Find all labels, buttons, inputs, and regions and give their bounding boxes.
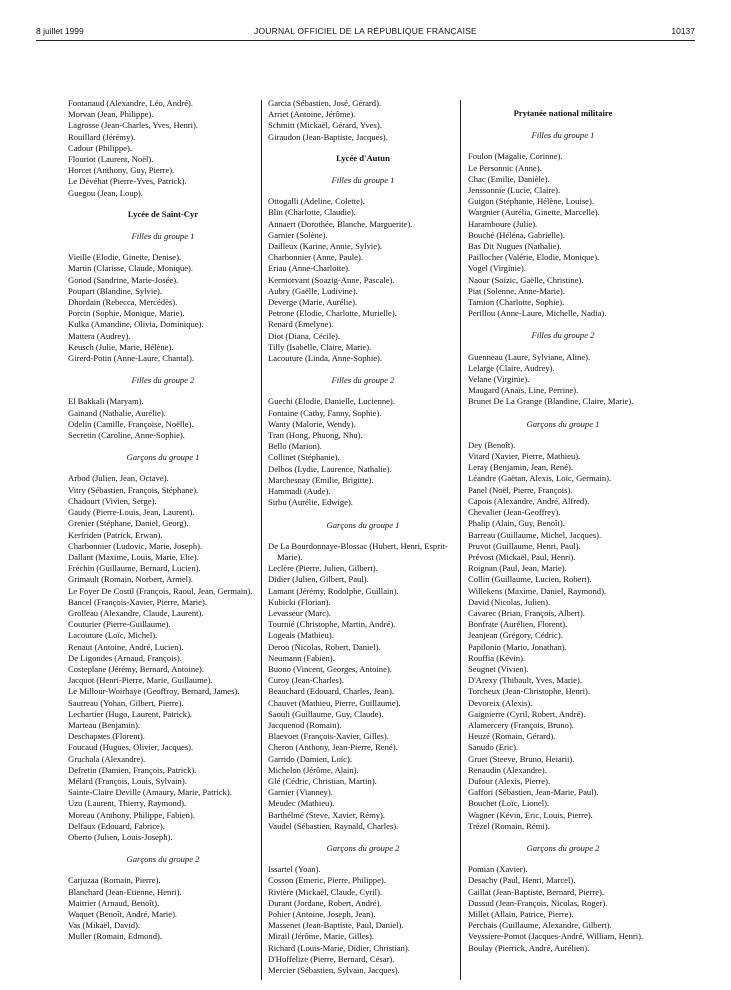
name-entry: Petrone (Elodie, Charlotte, Murielle). — [268, 308, 397, 319]
name-entry: Chauvet (Mathieu, Pierre, Guillaume). — [268, 697, 401, 708]
name-entry: Devoreix (Alexis). — [468, 697, 533, 708]
page-header — [36, 26, 695, 40]
group — [268, 520, 458, 832]
name-entry: Phalip (Alain, Guy, Benoît). — [468, 518, 565, 529]
name-entry: Rouffia (Kévin). — [468, 652, 526, 663]
name-entry: Morvan (Jean, Philippe). — [68, 109, 154, 120]
header-title: JOURNAL OFFICIEL DE LA RÉPUBLIQUE FRANÇAISE — [254, 26, 477, 36]
header-rule — [36, 40, 695, 41]
name-entry: Marteau (Benjamin). — [68, 719, 141, 730]
section — [68, 98, 258, 199]
group-title: Garçons du groupe 2 — [126, 854, 200, 865]
name-entry: Martin (Clarisse, Claude, Monique). — [68, 263, 194, 274]
name-entry: Collinet (Stéphanie). — [268, 452, 340, 463]
name-entry: Naour (Soizic, Gaëlle, Christine). — [468, 274, 584, 285]
name-entry: Massenet (Jean-Baptiste, Paul, Daniel). — [268, 920, 404, 931]
name-entry: Wargnier (Aurélia, Ginette, Marcelle). — [468, 207, 600, 218]
group-title: Garçons du groupe 1 — [126, 452, 200, 463]
group-title: Filles du groupe 1 — [331, 175, 395, 186]
name-entry: Levasseur (Marc). — [268, 607, 331, 618]
name-entry: Wanty (Malorie, Wendy). — [268, 418, 356, 429]
name-entry: Vieille (Elodie, Ginette, Denise). — [68, 252, 182, 263]
name-entry: Porcin (Sophie, Monique, Marie). — [68, 308, 185, 319]
name-entry: Cadour (Philippe). — [68, 142, 132, 153]
name-entry: Moreau (Anthony, Philippe, Fabien). — [68, 809, 195, 820]
name-entry: Kulka (Amandine, Olivia, Dominique). — [68, 319, 204, 330]
name-entry: Cosson (Emeric, Pierre, Philippe). — [268, 875, 386, 886]
name-entry: Jacquot (Henri-Pierre, Marie, Guillaume). — [68, 675, 213, 686]
name-entry: Roignan (Paul, Jean, Marie). — [468, 563, 567, 574]
name-entry: Lelarge (Claire, Audrey). — [468, 362, 555, 373]
group-title: Filles du groupe 2 — [331, 375, 395, 386]
group-title: Filles du groupe 1 — [531, 130, 595, 141]
name-entry: Guenneau (Laure, Sylviane, Aline). — [468, 351, 591, 362]
name-entry: Vaudel (Sébastien, Raynald, Charles). — [268, 820, 399, 831]
name-entry: Leray (Benjamin, Jean, René). — [468, 462, 573, 473]
name-entry: Garcia (Sébastien, José, Gérard). — [268, 98, 382, 108]
name-entry: Dhordain (Rebecca, Mercédès). — [68, 297, 178, 308]
name-entry: Mattera (Audrey). — [68, 330, 131, 341]
name-entry: Kerfriden (Patrick, Erwan). — [68, 529, 163, 540]
name-entry: Pruvot (Guillaume, Henri, Paul). — [468, 540, 581, 551]
name-entry: Aubry (Gaëlle, Ludivine). — [268, 285, 358, 296]
name-entry: Annaert (Dorothée, Blanche, Marguerite). — [268, 218, 413, 229]
name-entry: Keusch (Julie, Marie, Hélène). — [68, 341, 174, 352]
name-entry: Pomian (Xavier). — [468, 864, 528, 875]
name-entry: Tran (Hong, Phuong, Nhu). — [268, 430, 363, 441]
name-entry: Pohier (Antoine, Joseph, Jean). — [268, 909, 376, 919]
name-entry: Sautreau (Yohan, Gilbert, Pierre). — [68, 697, 184, 708]
name-entry: Foulon (Magalie, Corinne). — [468, 151, 563, 162]
name-entry: Caillat (Jean-Baptiste, Bernard, Pierre). — [468, 886, 605, 897]
name-entry: Perillou (Anne-Laure, Michelle, Nadia). — [468, 308, 607, 319]
name-entry: Gaignierre (Cyril, Robert, André). — [468, 708, 586, 719]
name-entry: Fréchin (Guillaume, Bernard, Lucien). — [68, 563, 201, 574]
name-entry: Durant (Jordane, Robert, André). — [268, 897, 382, 908]
section — [68, 209, 258, 943]
name-entry: Cavarec (Brian, François, Albert). — [468, 607, 585, 618]
name-entry: Bonfrate (Aurélien, Florent). — [468, 619, 568, 630]
group — [268, 375, 458, 508]
column-3 — [468, 98, 658, 954]
name-entry: Mirail (Jérôme, Marie, Gilles). — [268, 931, 374, 942]
name-entry: Vitard (Xavier, Pierre, Mathieu). — [468, 451, 581, 462]
name-entry: Grolleau (Alexandre, Claude, Laurent). — [68, 607, 204, 618]
name-entry: Renaut (Antoine, André, Lucien). — [68, 641, 184, 652]
name-entry: Defretin (Damien, François, Patrick). — [68, 764, 197, 775]
name-entry: Hammadi (Aude). — [268, 486, 331, 497]
header-page-number: 10137 — [671, 26, 695, 36]
group — [68, 98, 258, 199]
name-entry: Rouillard (Jérémy). — [68, 131, 136, 142]
name-entry: Poupart (Blandine, Sylvie). — [68, 285, 163, 296]
name-entry: Chevalier (Jean-Geoffrey). — [468, 507, 561, 518]
name-entry: Grenier (Stéphane, Daniel, Georg). — [68, 518, 189, 529]
name-entry: Schmitt (Mickaël, Gérard, Yves). — [268, 120, 382, 131]
name-entry: Vas (Mikaël, David). — [68, 920, 141, 931]
name-entry: Gaudy (Pierre-Louis, Jean, Laurent). — [68, 507, 195, 518]
name-entry: Heuzé (Romain, Gérard). — [468, 731, 556, 742]
name-entry: Jeanjean (Grégory, Cédric). — [468, 630, 563, 641]
name-entry: Logeais (Mathieu). — [268, 630, 334, 641]
name-entry: Arriet (Antoine, Jérôme). — [268, 109, 356, 120]
section — [468, 108, 658, 954]
name-entry: Lechartier (Hugo, Laurent, Patrick). — [68, 708, 193, 719]
group-title: Filles du groupe 2 — [131, 375, 195, 386]
name-entry: Flouriot (Laurent, Noël). — [68, 154, 154, 165]
name-entry: Rivière (Mickaël, Claude, Cyril). — [268, 886, 383, 897]
group — [268, 98, 458, 143]
name-entry: Piat (Solenne, Anne-Marie). — [468, 285, 565, 296]
name-entry: Deroo (Nicolas, Robert, Daniel). — [268, 641, 381, 652]
name-entry: Grimault (Romain, Norbert, Armel). — [68, 574, 194, 585]
name-entry: Mercier (Sébastien, Sylvain, Jacques). — [268, 965, 400, 976]
name-entry: Le Dévéhat (Pierre-Yves, Patrick). — [68, 176, 187, 187]
name-entry: Bello (Marion). — [268, 441, 322, 452]
name-entry: Sirbu (Aurélie, Edwige). — [268, 497, 353, 508]
name-entry: Michelon (Jérôme, Alain). — [268, 764, 359, 775]
name-entry: Wagner (Kévin, Eric, Louis, Pierre). — [468, 809, 593, 820]
name-entry: Foucaud (Hugues, Olivier, Jacques). — [68, 742, 194, 753]
name-entry: Bouché (Héléna, Gabrielle). — [468, 229, 565, 240]
name-entry: Le Personnic (Anne). — [468, 162, 542, 173]
name-entry: Lamant (Jérémy, Rodolphe, Guillain). — [268, 585, 399, 596]
name-entry: Maitrier (Arnaud, Benoît). — [68, 897, 160, 908]
name-entry: Garrido (Damien, Loïc). — [268, 753, 352, 764]
name-entry: Desachy (Paul, Henri, Marcel). — [468, 875, 576, 886]
section — [268, 153, 458, 976]
group — [268, 175, 458, 364]
group-title: Filles du groupe 2 — [531, 330, 595, 341]
name-entry: Lacouture (Loïc, Michel). — [68, 630, 158, 641]
group-title: Garçons du groupe 1 — [526, 418, 600, 429]
name-entry: Fontanaud (Alexandre, Léo, André). — [68, 98, 194, 108]
name-entry: Le Millour-Woirhaye (Geoffroy, Bernard, James). — [68, 686, 240, 697]
group — [68, 854, 258, 942]
name-entry: D'Hoffelize (Pierre, Bernard, César). — [268, 953, 395, 964]
name-entry: Alamercery (François, Bruno). — [468, 719, 574, 730]
name-entry: Dallant (Maxime, Louis, Marie, Elie). — [68, 551, 199, 562]
name-entry: Maugard (Anaïs, Line, Perrine). — [468, 385, 579, 396]
name-entry: De Ligondes (Arnaud, François). — [68, 652, 182, 663]
name-entry: Sanudo (Eric). — [468, 742, 519, 753]
section-title: Lycée de Saint-Cyr — [127, 208, 199, 219]
name-entry: Ottogalli (Adeline, Colette). — [268, 196, 365, 207]
name-entry: Dufour (Alexis, Pierre). — [468, 775, 551, 786]
name-entry: Vogel (Virginie). — [468, 263, 526, 274]
name-entry: Curoy (Jean-Charles). — [268, 675, 344, 686]
name-entry: Veyssiere-Pomot (Jacques-André, William, Henri). — [468, 931, 644, 942]
name-entry: Guegou (Jean, Loup). — [68, 187, 143, 198]
name-entry: Leclère (Pierre, Julien, Gilbert). — [268, 563, 378, 574]
section — [268, 98, 458, 143]
group — [468, 843, 658, 954]
name-entry: Saouli (Guillaume, Guy, Claude). — [268, 708, 384, 719]
name-entry: Issartel (Yoan). — [268, 864, 321, 875]
group — [68, 231, 258, 364]
name-entry: Seugnet (Vivien). — [468, 663, 529, 674]
name-entry: Willekens (Maxime, Daniel, Raymond). — [468, 585, 607, 596]
name-entry: Dailleux (Karine, Annie, Sylvie). — [268, 241, 383, 252]
name-entry: Arbod (Julien, Jean, Octave). — [68, 473, 169, 484]
name-entry: Guigon (Stéphanie, Hélène, Louise). — [468, 196, 595, 207]
name-entry: Mélard (François, Louis, Sylvain). — [68, 775, 187, 786]
name-entry: Boulay (Pierrick, André, Aurélien). — [468, 942, 590, 953]
name-entry: Eriau (Anne-Charlotte). — [268, 263, 351, 274]
name-entry: Haramboure (Julie). — [468, 218, 538, 229]
name-entry: Didier (Julien, Gilbert, Paul). — [268, 574, 369, 585]
name-entry: Oberto (Julien, Louis-Joseph). — [68, 831, 173, 842]
name-entry: Buono (Vincent, Georges, Antoine). — [268, 663, 392, 674]
name-entry: Uzu (Laurent, Thierry, Raymond). — [68, 798, 187, 809]
name-entry: Sainte-Claire Deville (Amaury, Marie, Patrick). — [68, 787, 232, 798]
name-entry: Giraudon (Jean-Baptiste, Jacques). — [268, 131, 388, 142]
name-entry: Fontaine (Cathy, Fanny, Sophie). — [268, 407, 382, 418]
name-entry: Vitry (Sébastien, François, Stéphane). — [68, 484, 199, 495]
name-entry: Delbos (Lydie, Laurence, Nathalie). — [268, 463, 392, 474]
name-entry: Perchais (Guillaume, Alexandre, Gilbert). — [468, 920, 612, 931]
name-entry: D'Arexy (Thibault, Yves, Marie). — [468, 675, 582, 686]
name-entry: Garnier (Vianney). — [268, 787, 333, 798]
name-entry: Velane (Virginie). — [468, 374, 530, 385]
name-entry: Kubicki (Florian). — [268, 596, 331, 607]
column-divider-1 — [261, 100, 262, 980]
name-entry: Kermorvant (Soazig-Anne, Pascale). — [268, 274, 395, 285]
name-entry: Glé (Cédric, Christian, Martin). — [268, 775, 377, 786]
name-entry: Chadourt (Vivien, Serge). — [68, 495, 157, 506]
name-entry: Tamion (Charlotte, Sophie). — [468, 297, 565, 308]
name-entry: Charbonnier (Ludovic, Marie, Joseph). — [68, 540, 203, 551]
name-entry: Blin (Charlotte, Claudie). — [268, 207, 356, 218]
name-entry: Gruet (Steeve, Bruno, Heiarii). — [468, 753, 575, 764]
name-entry: Capois (Alexandre, André, Alfred). — [468, 495, 590, 506]
name-entry: Jacquenod (Romain). — [268, 719, 342, 730]
name-entry: Paillocher (Valérie, Elodie, Monique). — [468, 252, 600, 263]
name-entry: Bouchet (Loïc, Lionel). — [468, 798, 550, 809]
name-entry: Delfaux (Edouard, Fabrice). — [68, 820, 165, 831]
name-entry: Diot (Diana, Cécile). — [268, 330, 341, 341]
name-entry: Tournié (Christophe, Martin, André). — [268, 619, 396, 630]
column-2 — [268, 98, 458, 976]
name-entry: Garnier (Solène). — [268, 229, 328, 240]
name-entry: Papilonio (Mario, Jonathan). — [468, 641, 567, 652]
name-entry: Dey (Benoît). — [468, 439, 516, 450]
name-entry: Trézel (Romain, Rémi). — [468, 820, 550, 831]
name-entry: Millet (Allain, Patrice, Pierre). — [468, 909, 574, 919]
column-1 — [68, 98, 258, 943]
name-entry: Horcet (Anthony, Guy, Pierre). — [68, 165, 175, 176]
group-title: Garçons du groupe 2 — [526, 842, 600, 853]
group-title: Garçons du groupe 2 — [326, 842, 400, 853]
group-title: Garçons du groupe 1 — [326, 519, 400, 530]
section-title: Prytanée national militaire — [513, 108, 613, 118]
name-entry: Cheron (Anthony, Jean-Pierre, René). — [268, 742, 398, 753]
name-entry: Gonod (Sandrine, Marie-Josée). — [68, 274, 179, 285]
group — [268, 843, 458, 976]
name-entry: Gaffori (Sébastien, Jean-Marie, Paul). — [468, 787, 599, 798]
name-entry: Girerd-Potin (Anne-Laure, Chantal). — [68, 353, 194, 364]
name-entry: Blaevoet (François-Xavier, Gilles). — [268, 731, 389, 742]
group-title: Filles du groupe 1 — [131, 231, 195, 242]
name-entry: Panel (Noël, Pierre, François). — [468, 484, 573, 495]
name-entry: Beauchard (Edouard, Charles, Jean). — [268, 686, 394, 697]
name-entry: El Bakkali (Maryam). — [68, 396, 144, 407]
name-entry: Meudec (Mathieu). — [268, 798, 335, 809]
name-entry: Renard (Emelyne). — [268, 319, 334, 330]
name-entry: Brunet De La Grange (Blandine, Claire, Marie). — [468, 396, 634, 407]
name-entry: Jenssonnie (Lucie, Claire). — [468, 185, 561, 196]
name-entry: Torcheux (Jean-Christophe, Henri). — [468, 686, 591, 697]
name-entry: Dussud (Jean-François, Nicolas, Roger). — [468, 897, 608, 908]
header-date: 8 juillet 1999 — [36, 26, 84, 36]
name-entry: Charbonnier (Anne, Paule). — [268, 252, 363, 263]
group — [468, 419, 658, 832]
name-entry: Odelin (Camille, Françoise, Noëlle). — [68, 418, 194, 429]
name-entry: Tilly (Isabelle, Claire, Marie). — [268, 341, 372, 352]
name-entry: Bas Dit Nugues (Nathalie). — [468, 241, 562, 252]
name-entry: Deschармes (Florent). — [68, 731, 145, 742]
column-divider-2 — [460, 100, 461, 980]
name-entry: Gainand (Nathalie, Aurélie). — [68, 407, 166, 418]
name-entry: Couturier (Pierre-Guillaume). — [68, 619, 171, 630]
name-entry: Renaudin (Alexandre). — [468, 764, 547, 775]
name-entry: Lacouture (Linda, Anne-Sophie). — [268, 353, 383, 364]
name-entry: Waquet (Benoît, André, Marie). — [68, 909, 178, 919]
name-entry: Barthélmé (Steve, Xavier, Rémy). — [268, 809, 386, 820]
name-entry: Deverge (Marie, Aurélie). — [268, 297, 358, 308]
group — [468, 330, 658, 407]
group — [68, 452, 258, 843]
name-entry: De La Bourdonnaye-Blossac (Hubert, Henri, Esprit-Marie). — [268, 540, 448, 562]
name-entry: Marchesnay (Emilie, Brigitte). — [268, 474, 374, 485]
name-entry: Chac (Emilie, Danièle). — [468, 173, 550, 184]
name-entry: Richard (Louis-Marie, Didier, Christian). — [268, 942, 410, 953]
name-entry: Neumann (Fabien). — [268, 652, 335, 663]
name-entry: Bancel (François-Xavier, Pierre, Marie). — [68, 596, 208, 607]
name-entry: Secretin (Caroline, Anne-Sophie). — [68, 430, 185, 441]
name-entry: Blanchard (Jean-Etienne, Henri). — [68, 886, 182, 897]
name-entry: David (Nicolas, Julien). — [468, 596, 551, 607]
group — [68, 375, 258, 441]
name-entry: Costeplane (Jérémy, Bernard, Antoine). — [68, 663, 204, 674]
name-entry: Léandre (Gaëtan, Alexis, Loïc, Germain). — [468, 473, 612, 484]
name-entry: Muller (Romain, Edmond). — [68, 931, 163, 942]
group — [468, 130, 658, 319]
name-entry: Barreau (Guillaume, Michel, Jacques). — [468, 529, 602, 540]
name-entry: Carjuzaa (Romain, Pierre). — [68, 875, 161, 886]
name-entry: Lagrosse (Jean-Charles, Yves, Henri). — [68, 120, 199, 131]
name-entry: Le Foyer De Costil (François, Raoul, Jean, Germain). — [68, 585, 253, 596]
name-entry: Guechi (Elodie, Danielle, Lucienne). — [268, 396, 395, 407]
name-entry: Gruchala (Alexandre). — [68, 753, 146, 764]
section-title: Lycée d'Autun — [336, 152, 390, 163]
name-entry: Prévost (Mickaël, Paul, Henri). — [468, 551, 576, 562]
name-entry: Collin (Guillaume, Lucien, Robert). — [468, 574, 592, 585]
